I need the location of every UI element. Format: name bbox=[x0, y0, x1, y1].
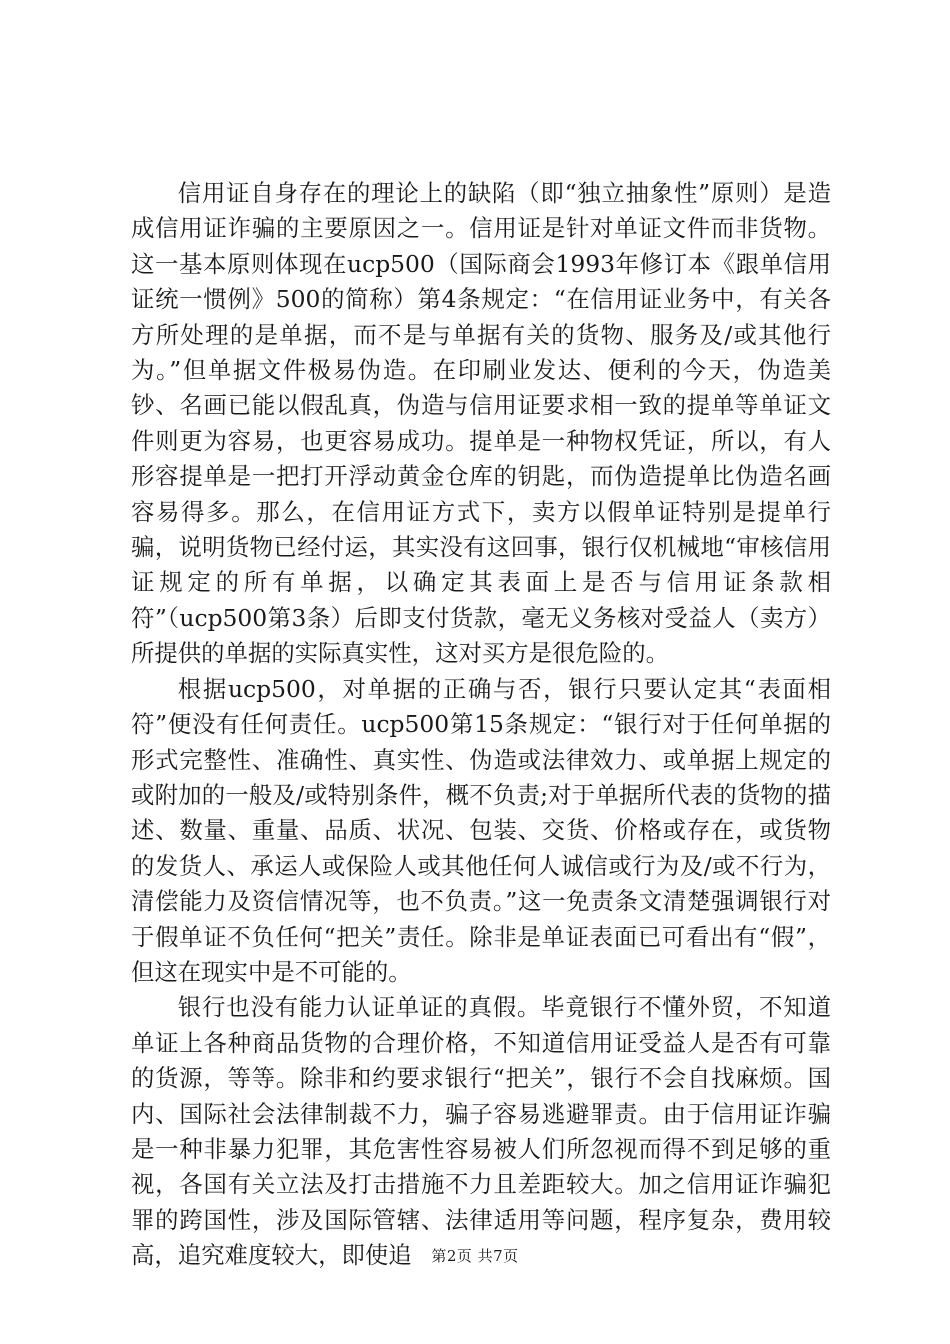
paragraph-1: 信用证自身存在的理论上的缺陷（即“独立抽象性”原则）是造成信用证诈骗的主要原因之一。信用证是针对单证文件而非货物。这一基本原则体现在ucp500（国际商会1993年修订本《跟单信用证统一惯例》500的简称）第4条规定：“在信用证业务中，有关各方所处理的是单据，而不是与单据有关的货物、服务及/或其他行为。”但单据文件极易伪造。在印刷业发达、便利的今天，伪造美钞、名画已能以假乱真，伪造与信用证要求相一致的提单等单证文件则更为容易，也更容易成功。提单是一种物权凭证，所以，有人形容提单是一把打开浮动黄金仓库的钥匙，而伪造提单比伪造名画容易得多。那么，在信用证方式下，卖方以假单证特别是提单行骗，说明货物已经付运，其实没有这回事，银行仅机械地“审核信用证规定的所有单据，以确定其表面上是否与信用证条款相符”（ucp500第3条）后即支付货款，毫无义务核对受益人（卖方）所提供的单据的实际真实性，这对买方是很危险的。 bbox=[131, 179, 831, 668]
page-footer: 第2页 共7页 bbox=[431, 1247, 519, 1265]
paragraph-2: 根据ucp500，对单据的正确与否，银行只要认定其“表面相符”便没有任何责任。ucp500第15条规定：“银行对于任何单据的形式完整性、准确性、真实性、伪造或法律效力、或单据上规定的或附加的一般及/或特别条件，概不负责;对于单据所代表的货物的描述、数量、重量、品质、状况、包装、交货、价格或存在，或货物的发货人、承运人或保险人或其他任何人诚信或行为及/或不行为，清偿能力及资信情况等，也不负责。”这一免责条文清楚强调银行对于假单证不负任何“把关”责任。除非是单证表面已可看出有“假”，但这在现实中是不可能的。 bbox=[131, 674, 831, 986]
document-body bbox=[131, 176, 831, 1274]
paragraph-3: 银行也没有能力认证单证的真假。毕竟银行不懂外贸，不知道单证上各种商品货物的合理价格，不知道信用证受益人是否有可靠的货源，等等。除非和约要求银行“把关”，银行不会自找麻烦。国内、国际社会法律制裁不力，骗子容易逃避罪责。由于信用证诈骗是一种非暴力犯罪，其危害性容易被人们所忽视而得不到足够的重视，各国有关立法及打击措施不力且差距较大。加之信用证诈骗犯罪的跨国性，涉及国际管辖、法律适用等问题，程序复杂，费用较高，追究难度较大，即使追 bbox=[131, 993, 831, 1270]
